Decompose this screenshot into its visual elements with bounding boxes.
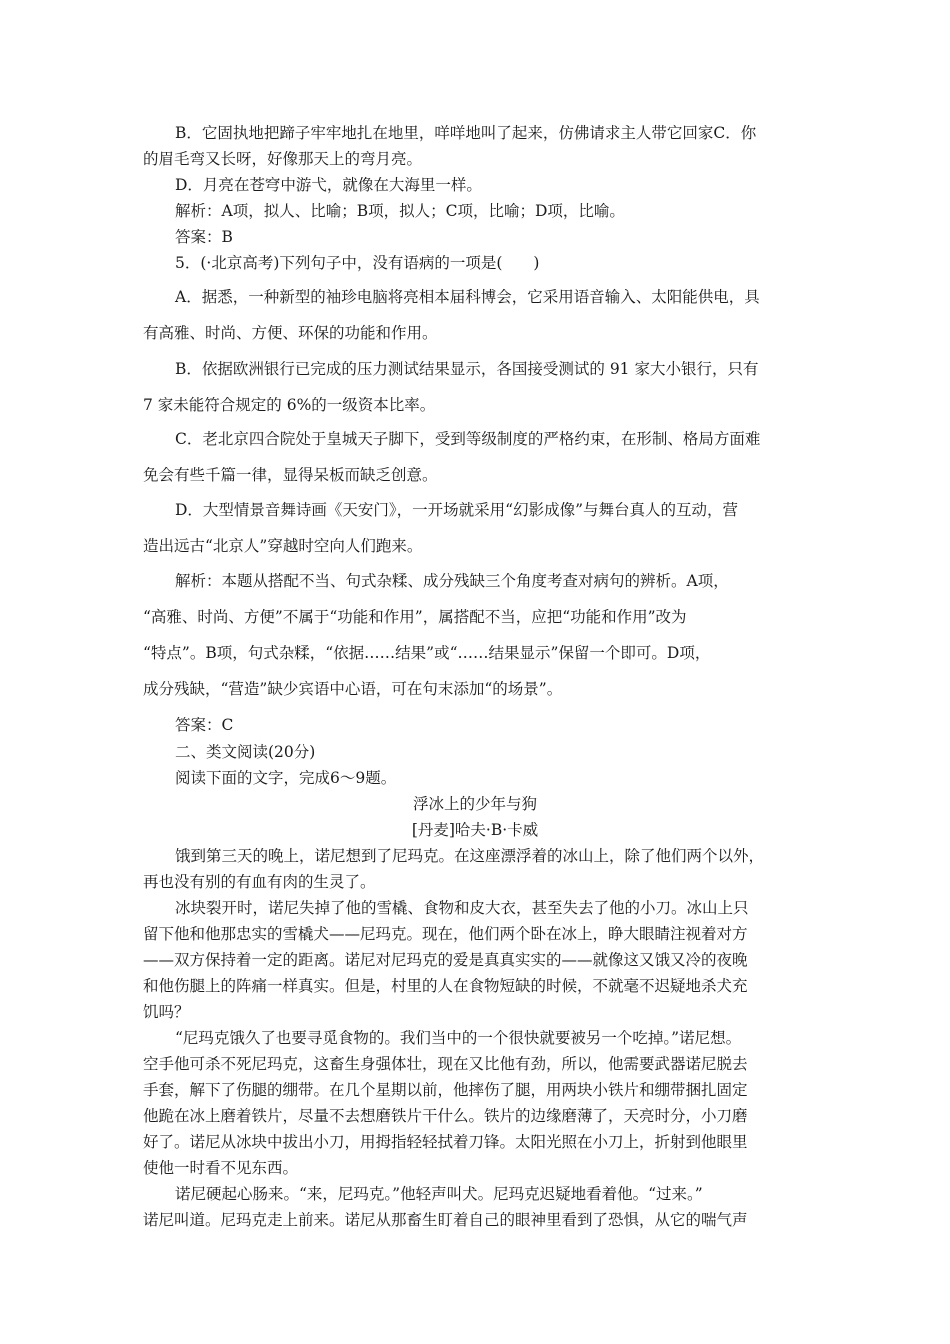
passage-p2-line4: 和他伤腿上的阵痛一样真实。但是，村里的人在食物短缺的时候，不就毫不迟疑地杀犬充 bbox=[143, 977, 748, 995]
q4-answer: 答案：B bbox=[175, 228, 233, 246]
passage-p3-line4: 他跪在冰上磨着铁片，尽量不去想磨铁片干什么。铁片的边缘磨薄了，天亮时分，小刀磨 bbox=[143, 1107, 748, 1125]
q5-analysis-line1: 解析：本题从搭配不当、句式杂糅、成分残缺三个角度考查对病句的辨析。A项， bbox=[175, 572, 729, 590]
passage-p3-line3: 手套，解下了伤腿的绷带。在几个星期以前，他摔伤了腿，用两块小铁片和绷带捆扎固定 bbox=[143, 1081, 748, 1099]
q4-option-d: D．月亮在苍穹中游弋，就像在大海里一样。 bbox=[175, 176, 482, 194]
q5-analysis-line3: “特点”。B项，句式杂糅，“依据……结果”或“……结果显示”保留一个即可。D项， bbox=[143, 644, 711, 662]
q5-option-a-line1: A．据悉，一种新型的袖珍电脑将亮相本届科博会，它采用语音输入、太阳能供电，具 bbox=[175, 288, 760, 306]
passage-p2-line3: ——双方保持着一定的距离。诺尼对尼玛克的爱是真真实实的——就像这又饿又冷的夜晚 bbox=[143, 951, 748, 969]
q5-option-d-line1: D．大型情景音舞诗画《天安门》，一开场就采用“幻影成像”与舞台真人的互动，营 bbox=[175, 501, 739, 519]
q4-option-b-line1: B．它固执地把蹄子牢牢地扎在地里，咩咩地叫了起来，仿佛请求主人带它回家C．你 bbox=[175, 124, 757, 142]
q5-analysis-line2: “高雅、时尚、方便”不属于“功能和作用”，属搭配不当，应把“功能和作用”改为 bbox=[143, 608, 687, 626]
passage-p4-line2: 诺尼叫道。尼玛克走上前来。诺尼从那畜生盯着自己的眼神里看到了恐惧，从它的喘气声 bbox=[143, 1211, 748, 1229]
q5-analysis-line4: 成分残缺，“营造”缺少宾语中心语，可在句末添加“的场景”。 bbox=[143, 680, 563, 698]
passage-p3-line6: 使他一时看不见东西。 bbox=[143, 1159, 299, 1177]
passage-p4-line1: 诺尼硬起心肠来。“来，尼玛克。”他轻声叫犬。尼玛克迟疑地看着他。“过来。” bbox=[175, 1185, 703, 1203]
passage-p2-line1: 冰块裂开时，诺尼失掉了他的雪橇、食物和皮大衣，甚至失去了他的小刀。冰山上只 bbox=[175, 899, 749, 917]
q5-option-d-line2: 造出远古“北京人”穿越时空向人们跑来。 bbox=[143, 537, 423, 555]
passage-p3-line2: 空手他可杀不死尼玛克，这畜生身强体壮，现在又比他有劲，所以，他需要武器诺尼脱去 bbox=[143, 1055, 748, 1073]
q5-option-a-line2: 有高雅、时尚、方便、环保的功能和作用。 bbox=[143, 324, 438, 342]
section-heading: 二、类文阅读(20分) bbox=[175, 743, 316, 761]
q4-option-b-line2: 的眉毛弯又长呀，好像那天上的弯月亮。 bbox=[143, 150, 423, 168]
q4-analysis: 解析：A项，拟人、比喻；B项，拟人；C项，比喻；D项，比喻。 bbox=[175, 202, 625, 220]
passage-p1-line1: 饿到第三天的晚上，诺尼想到了尼玛克。在这座漂浮着的冰山上，除了他们两个以外， bbox=[175, 847, 765, 865]
passage-p3-line5: 好了。诺尼从冰块中拔出小刀，用拇指轻轻拭着刀锋。太阳光照在小刀上，折射到他眼里 bbox=[143, 1133, 748, 1151]
q5-option-b-line1: B．依据欧洲银行已完成的压力测试结果显示，各国接受测试的 91 家大小银行，只有 bbox=[175, 360, 759, 378]
passage-p2-line5: 饥吗？ bbox=[143, 1003, 190, 1021]
passage-p3-line1: “尼玛克饿久了也要寻觅食物的。我们当中的一个很快就要被另一个吃掉。”诺尼想。 bbox=[175, 1029, 742, 1047]
story-title: 浮冰上的少年与狗 bbox=[412, 795, 537, 813]
q5-stem: 5．(·北京高考)下列句子中，没有语病的一项是( ) bbox=[175, 254, 540, 272]
q5-option-b-line2: 7 家未能符合规定的 6%的一级资本比率。 bbox=[143, 396, 436, 414]
passage-p1-line2: 再也没有别的有血有肉的生灵了。 bbox=[143, 873, 376, 891]
story-author: [丹麦]哈夫·B·卡威 bbox=[411, 821, 539, 839]
q5-option-c-line2: 免会有些千篇一律，显得呆板而缺乏创意。 bbox=[143, 466, 438, 484]
q5-answer: 答案：C bbox=[175, 716, 234, 734]
reading-instruction: 阅读下面的文字，完成6～9题。 bbox=[175, 769, 397, 787]
q5-option-c-line1: C．老北京四合院处于皇城天子脚下，受到等级制度的严格约束，在形制、格局方面难 bbox=[175, 430, 761, 448]
passage-p2-line2: 留下他和他那忠实的雪橇犬——尼玛克。现在，他们两个卧在冰上，睁大眼睛注视着对方 bbox=[143, 925, 748, 943]
